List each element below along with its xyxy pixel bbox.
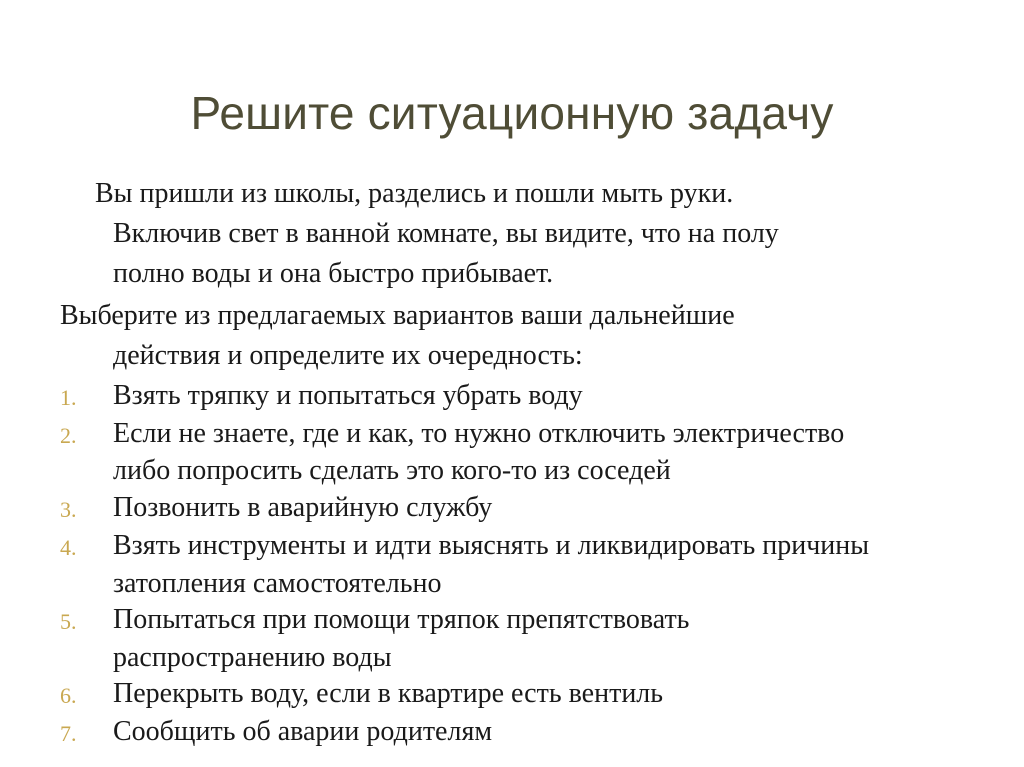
list-item-number: 3. [60,497,77,522]
list-item-number: 5. [60,609,77,634]
list-item-text: Позвонить в аварийную службу [113,492,493,523]
list-item-number: 7. [60,721,77,746]
list-item-text: либо попросить сделать это кого-то из соседей [113,455,671,486]
list-item-text: Сообщить об аварии родителям [113,716,493,747]
intro-line: Включив свет в ванной комнате, вы видите, что на полу [113,218,779,249]
list-item-number: 6. [60,683,77,708]
task-line: Выберите из предлагаемых вариантов ваши дальнейшие [60,300,735,331]
list-item-number: 2. [60,423,77,448]
list-item-text: Перекрыть воду, если в квартире есть вентиль [113,678,664,709]
list-item-text: Взять инструменты и идти выяснять и ликвидировать причины [113,530,870,561]
list-item-text: распространению воды [113,642,392,673]
intro-line: полно воды и она быстро прибывает. [113,258,554,289]
list-item-text: Если не знаете, где и как, то нужно отключить электричество [113,418,845,449]
list-item-text: затопления самостоятельно [113,568,442,599]
intro-line: Вы пришли из школы, разделись и пошли мыть руки. [95,178,734,209]
list-item-text: Попытаться при помощи тряпок препятствовать [113,604,690,635]
task-line: действия и определите их очередность: [113,340,583,371]
list-item-text: Взять тряпку и попытаться убрать воду [113,380,583,411]
list-item-number: 4. [60,535,77,560]
list-item-number: 1. [60,385,77,410]
slide-title: Решите ситуационную задачу [190,87,834,139]
